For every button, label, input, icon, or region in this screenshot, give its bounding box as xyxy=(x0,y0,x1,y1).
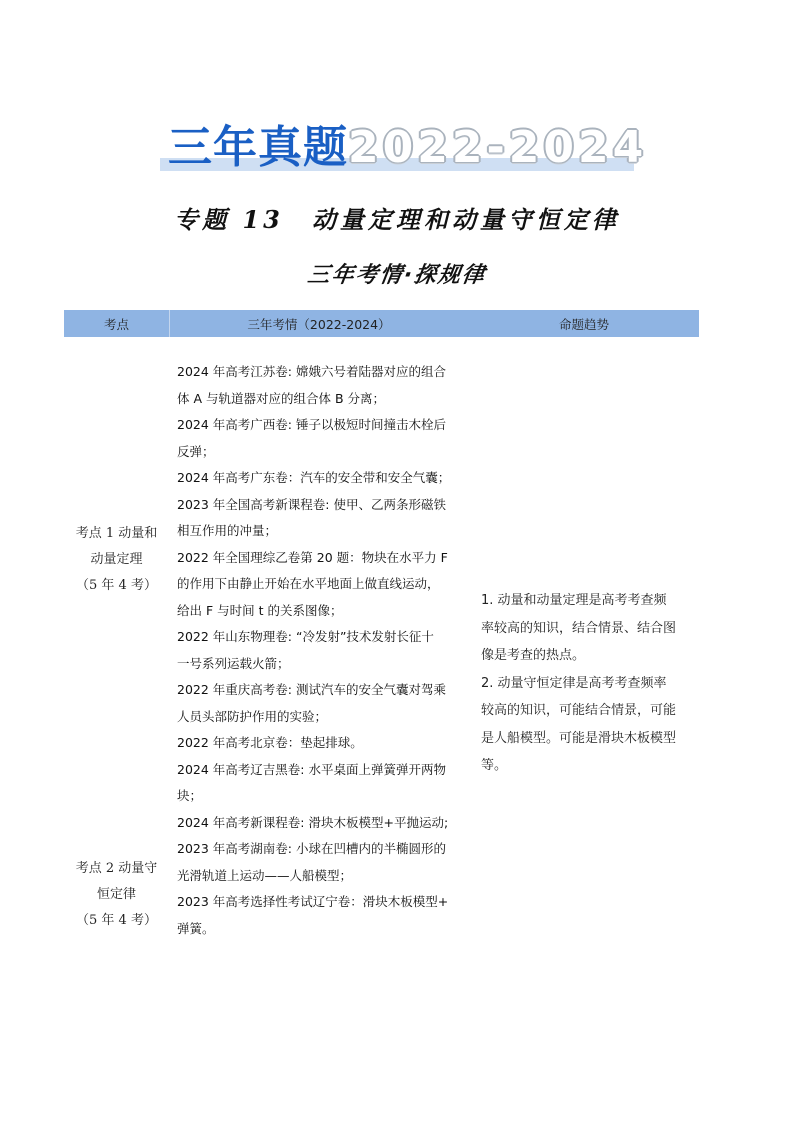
banner-label-cn: 三年真题 xyxy=(168,122,348,173)
condition-line: 2024 年高考江苏卷: 嫦娥六号着陆器对应的组合 xyxy=(177,364,446,379)
header-divider xyxy=(169,310,170,337)
condition-line: 2024 年高考辽吉黑卷: 水平桌面上弹簧弹开两物 xyxy=(177,761,446,777)
trend-text xyxy=(481,587,699,780)
trend-line: 率较高的知识，结合情景、结合图 xyxy=(481,620,677,636)
topic-1-line2: 动量定理 xyxy=(90,552,143,567)
condition-line: 2022 年全国理综乙卷第 20 题：物块在水平力 F xyxy=(177,549,448,565)
topic-1-line1: 考点 1 动量和 xyxy=(75,526,158,541)
condition-line: 2022 年山东物理卷: “冷发射”技术发射长征十 xyxy=(177,629,434,644)
condition-line: 2024 年高考广东卷：汽车的安全带和安全气囊； xyxy=(177,470,451,485)
condition-line: 人员头部防护作用的实验； xyxy=(177,708,328,724)
banner-text xyxy=(168,122,647,174)
condition-line: 弹簧。 xyxy=(177,920,215,936)
condition-line: 反弹； xyxy=(177,443,215,459)
condition-line: 2023 年全国高考新课程卷: 使甲、乙两条形磁铁 xyxy=(177,496,446,512)
condition-line: 体 A 与轨道器对应的组合体 B 分离； xyxy=(177,390,386,406)
trend-line: 1. 动量和动量定理是高考考查频 xyxy=(481,593,667,608)
topic-cell-2 xyxy=(64,856,169,934)
trend-line: 2. 动量守恒定律是高考考查频率 xyxy=(481,675,667,691)
condition-line: 2023 年高考选择性考试辽宁卷：滑块木板模型+ xyxy=(177,894,449,909)
condition-line: 一号系列运载火箭； xyxy=(177,655,290,671)
condition-line: 光滑轨道上运动——人船模型； xyxy=(177,867,353,883)
table-body xyxy=(64,337,699,977)
section-subtitle-text: 三年考情·探规律 xyxy=(305,263,488,288)
exam-analysis-table xyxy=(64,310,699,977)
condition-line: 2023 年高考湖南卷: 小球在凹槽内的半椭圆形的 xyxy=(177,841,446,856)
topic-2-line2: 恒定律 xyxy=(96,887,136,902)
table-header-row xyxy=(64,310,699,337)
trend-line: 像是考查的热点。 xyxy=(481,648,586,663)
condition-line: 2024 年高考新课程卷: 滑块木板模型+平抛运动; xyxy=(177,814,449,830)
header-topic: 考点 xyxy=(103,316,129,332)
trend-line: 较高的知识，可能结合情景，可能 xyxy=(481,703,677,718)
trend-line: 是人船模型。可能是滑块木板模型 xyxy=(481,730,677,746)
condition-line: 2024 年高考广西卷: 锤子以极短时间撞击木栓后 xyxy=(177,417,446,432)
trend-line: 等。 xyxy=(481,758,508,773)
condition-line: 给出 F 与时间 t 的关系图像； xyxy=(177,602,343,618)
topic-2-line3: （5 年 4 考） xyxy=(76,913,157,928)
title-banner xyxy=(160,118,648,178)
condition-line: 2022 年高考北京卷：垫起排球。 xyxy=(177,735,363,750)
topic-title: 专题 13 动量定理和动量守恒定律 xyxy=(174,205,620,234)
header-exam-conditions: 三年考情（2022-2024） xyxy=(247,316,391,332)
condition-line: 相互作用的冲量； xyxy=(177,523,278,538)
banner-label-years: 2022-2024 xyxy=(348,122,648,173)
section-subtitle xyxy=(0,258,794,289)
topic-cell-1 xyxy=(64,521,169,599)
condition-line: 的作用下由静止开始在水平地面上做直线运动， xyxy=(177,576,440,591)
topic-2-line1: 考点 2 动量守 xyxy=(75,861,158,876)
topic-1-line3: （5 年 4 考） xyxy=(76,578,157,593)
exam-conditions-list xyxy=(177,359,477,942)
header-trend: 命题趋势 xyxy=(558,316,609,332)
condition-line: 2022 年重庆高考卷: 测试汽车的安全气囊对驾乘 xyxy=(177,682,446,697)
condition-line: 块； xyxy=(177,788,203,803)
